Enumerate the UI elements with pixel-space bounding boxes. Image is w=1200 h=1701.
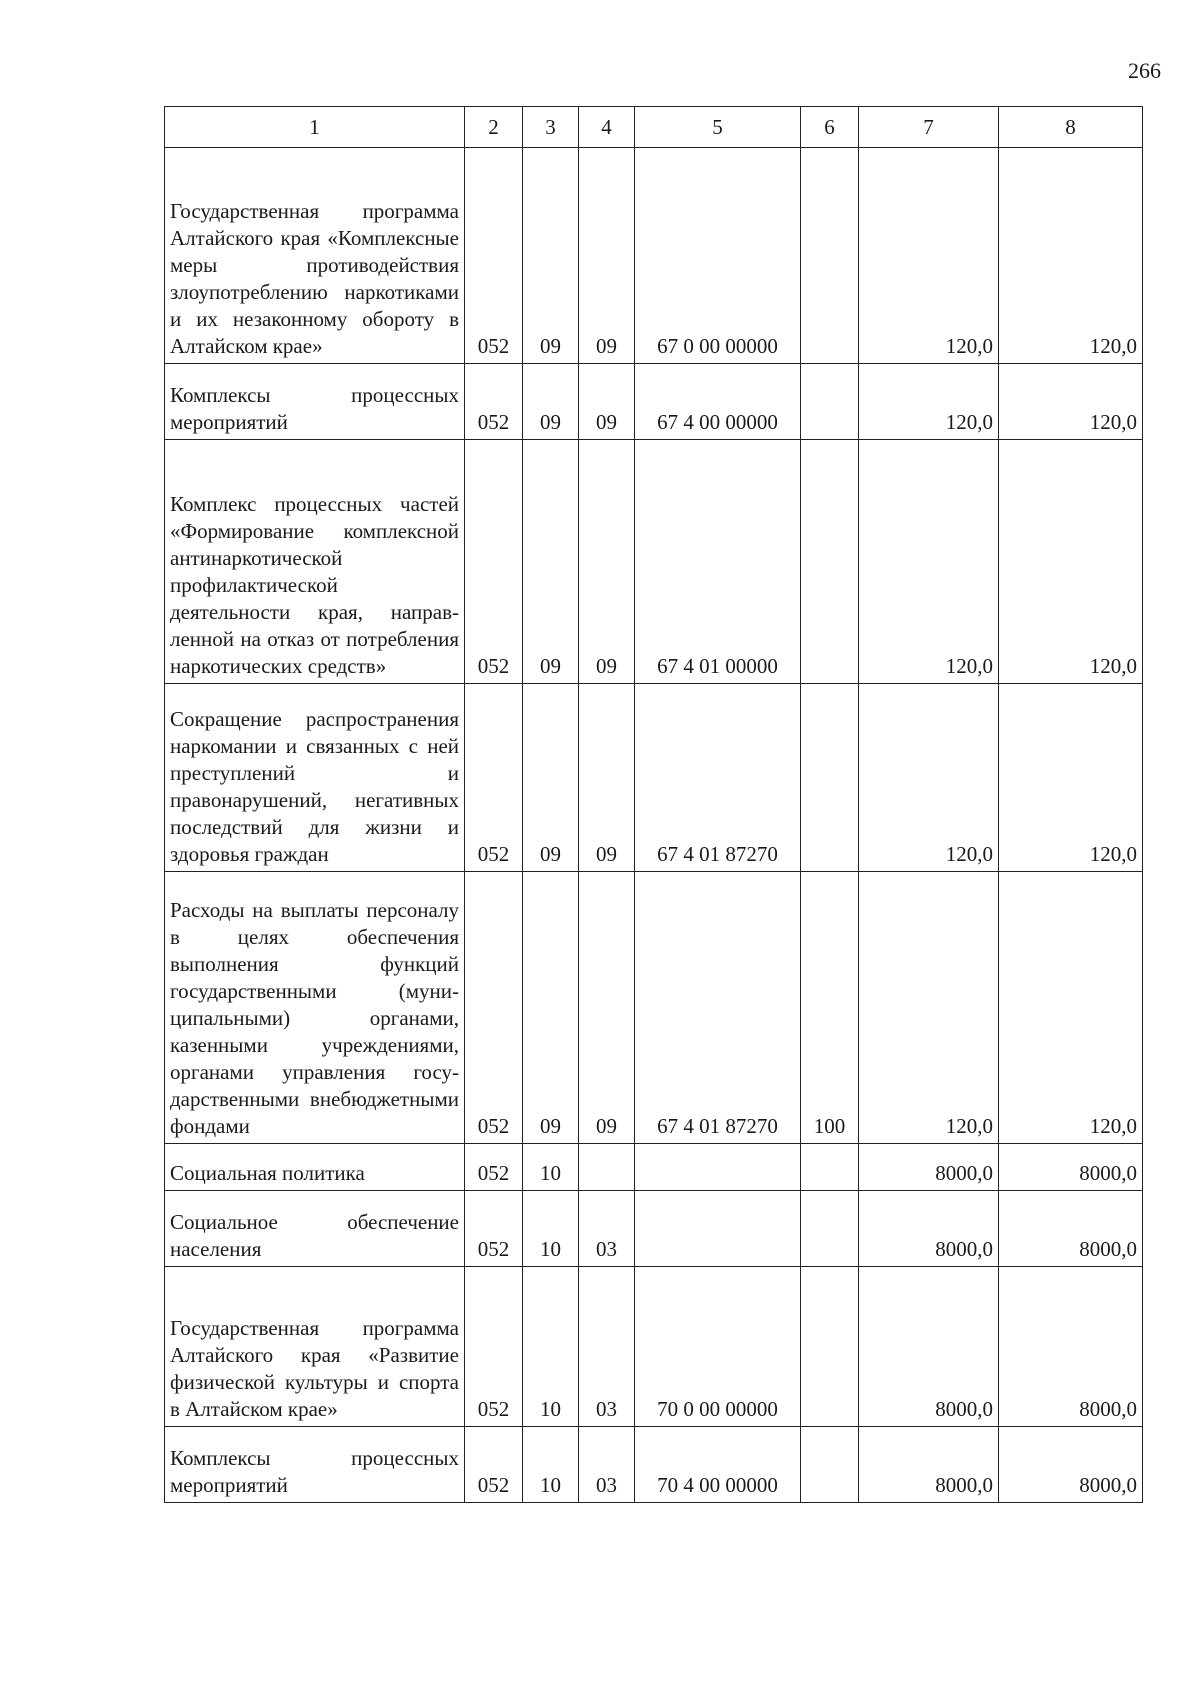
expense-type-code (801, 1191, 859, 1267)
subsection-code: 09 (579, 684, 635, 872)
section-code: 10 (523, 1427, 579, 1503)
amount-col-8: 8000,0 (999, 1144, 1143, 1191)
expense-type-code (801, 1267, 859, 1427)
table-header-row (165, 107, 1143, 148)
ministry-code: 052 (465, 1427, 523, 1503)
row-name: Комплексы процессных мероприятий (165, 1427, 465, 1503)
target-article-code: 67 4 01 87270 (635, 872, 801, 1144)
page-number: 266 (1128, 58, 1161, 83)
expense-type-code (801, 440, 859, 684)
section-code: 09 (523, 684, 579, 872)
table-row (165, 364, 1143, 440)
header-cell-8: 8 (999, 107, 1143, 148)
row-name: Государственная программа Алтайского края «Развитие физической культуры и спорта в Алтайском крае» (165, 1267, 465, 1427)
amount-col-8: 120,0 (999, 684, 1143, 872)
subsection-code: 09 (579, 148, 635, 364)
subsection-code: 03 (579, 1191, 635, 1267)
row-name: Социальная политика (165, 1144, 465, 1191)
section-code: 09 (523, 440, 579, 684)
row-name: Государственная программа Алтайского края «Комплексные меры противодействия злоупотреблению наркотиками и их незаконному обороту в Алтайском крае» (165, 148, 465, 364)
ministry-code: 052 (465, 1191, 523, 1267)
target-article-code: 67 4 00 00000 (635, 364, 801, 440)
table-row (165, 440, 1143, 684)
amount-col-8: 120,0 (999, 364, 1143, 440)
ministry-code: 052 (465, 364, 523, 440)
target-article-code: 67 4 01 87270 (635, 684, 801, 872)
table-row (165, 1267, 1143, 1427)
expense-type-code (801, 148, 859, 364)
table-row (165, 1144, 1143, 1191)
header-cell-1: 1 (165, 107, 465, 148)
target-article-code: 67 0 00 00000 (635, 148, 801, 364)
row-name: Сокращение распространения наркомании и связанных с ней преступлений и правонарушений, негативных последствий для жизни и здоровья граждан (165, 684, 465, 872)
target-article-code (635, 1144, 801, 1191)
table-row (165, 1191, 1143, 1267)
amount-col-8: 120,0 (999, 440, 1143, 684)
header-cell-4: 4 (579, 107, 635, 148)
section-code: 10 (523, 1191, 579, 1267)
table-row (165, 684, 1143, 872)
subsection-code: 09 (579, 872, 635, 1144)
budget-table (164, 106, 1143, 1503)
section-code: 09 (523, 364, 579, 440)
amount-col-7: 120,0 (859, 684, 999, 872)
ministry-code: 052 (465, 440, 523, 684)
expense-type-code (801, 684, 859, 872)
subsection-code (579, 1144, 635, 1191)
ministry-code: 052 (465, 148, 523, 364)
header-cell-2: 2 (465, 107, 523, 148)
amount-col-7: 120,0 (859, 364, 999, 440)
subsection-code: 03 (579, 1267, 635, 1427)
amount-col-7: 120,0 (859, 148, 999, 364)
target-article-code: 70 4 00 00000 (635, 1427, 801, 1503)
expense-type-code (801, 1427, 859, 1503)
target-article-code (635, 1191, 801, 1267)
subsection-code: 09 (579, 364, 635, 440)
amount-col-7: 8000,0 (859, 1267, 999, 1427)
section-code: 10 (523, 1267, 579, 1427)
amount-col-7: 8000,0 (859, 1191, 999, 1267)
amount-col-8: 8000,0 (999, 1267, 1143, 1427)
amount-col-8: 8000,0 (999, 1191, 1143, 1267)
ministry-code: 052 (465, 1144, 523, 1191)
row-name: Комплексы процессных мероприятий (165, 364, 465, 440)
amount-col-7: 120,0 (859, 440, 999, 684)
section-code: 10 (523, 1144, 579, 1191)
section-code: 09 (523, 148, 579, 364)
amount-col-7: 8000,0 (859, 1144, 999, 1191)
header-cell-6: 6 (801, 107, 859, 148)
amount-col-7: 120,0 (859, 872, 999, 1144)
amount-col-8: 8000,0 (999, 1427, 1143, 1503)
section-code: 09 (523, 872, 579, 1144)
row-name: Социальное обеспечение населения (165, 1191, 465, 1267)
amount-col-8: 120,0 (999, 872, 1143, 1144)
header-cell-3: 3 (523, 107, 579, 148)
ministry-code: 052 (465, 872, 523, 1144)
row-name: Комплекс процессных частей «Формирование комплексной антинаркотической профилактической деятельности края, направленной на отказ от потребления наркотических средств» (165, 440, 465, 684)
header-cell-5: 5 (635, 107, 801, 148)
expense-type-code (801, 1144, 859, 1191)
target-article-code: 70 0 00 00000 (635, 1267, 801, 1427)
subsection-code: 09 (579, 440, 635, 684)
expense-type-code: 100 (801, 872, 859, 1144)
header-cell-7: 7 (859, 107, 999, 148)
amount-col-8: 120,0 (999, 148, 1143, 364)
subsection-code: 03 (579, 1427, 635, 1503)
target-article-code: 67 4 01 00000 (635, 440, 801, 684)
table-row (165, 1427, 1143, 1503)
ministry-code: 052 (465, 1267, 523, 1427)
ministry-code: 052 (465, 684, 523, 872)
row-name: Расходы на выплаты персоналу в целях обеспечения выполнения функций государственными (муниципальными) органами, казенными учреждениями, органами управления государственными внебюджетными фондами (165, 872, 465, 1144)
expense-type-code (801, 364, 859, 440)
table-row (165, 148, 1143, 364)
amount-col-7: 8000,0 (859, 1427, 999, 1503)
table-row (165, 872, 1143, 1144)
